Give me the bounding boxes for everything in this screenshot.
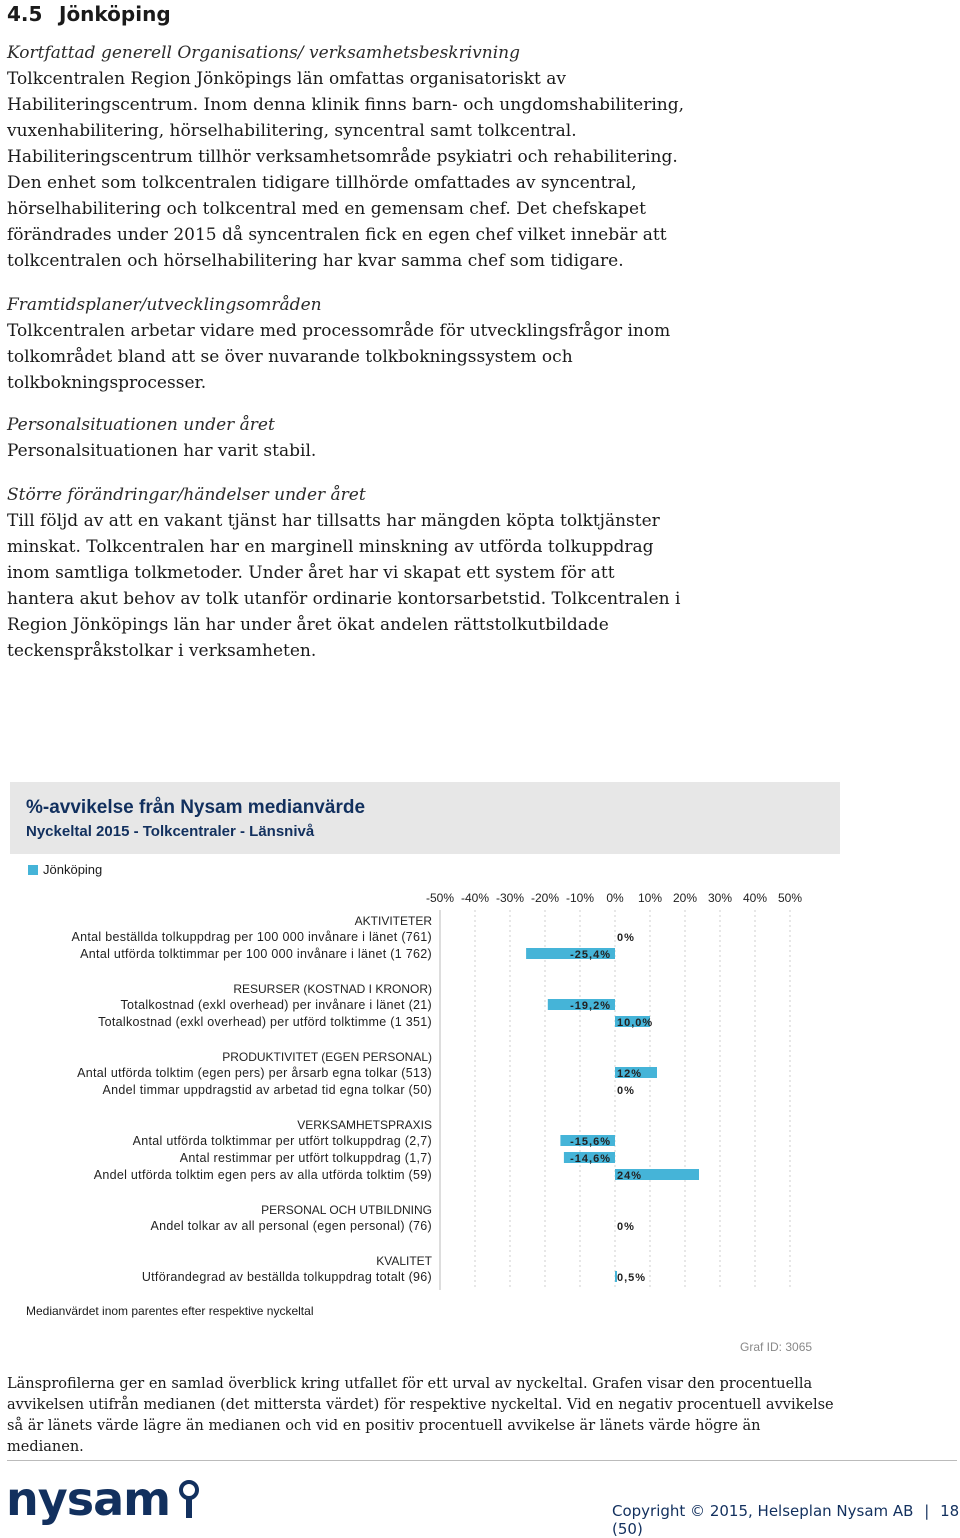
data-label: 0% xyxy=(617,1085,635,1097)
bar-chart xyxy=(0,880,960,1290)
chart-title: %-avvikelse från Nysam medianvärde xyxy=(26,797,366,818)
legend-swatch xyxy=(28,865,38,875)
page-number: 18 (50) xyxy=(612,1502,960,1538)
chart-header xyxy=(10,782,840,854)
row-label: Andel tolkar av all personal (egen personal) (76) xyxy=(150,1219,432,1233)
data-label: 10,0% xyxy=(617,1017,654,1029)
group-heading: PRODUKTIVITET (EGEN PERSONAL) xyxy=(222,1050,432,1064)
data-label: 0% xyxy=(617,1221,635,1233)
row-label: Antal utförda tolktimmar per 100 000 invånare i länet (1 762) xyxy=(80,947,432,961)
row-label: Utförandegrad av beställda tolkuppdrag totalt (96) xyxy=(141,1270,432,1284)
row-label: Antal utförda tolktim (egen pers) per årsarb egna tolkar (513) xyxy=(77,1066,432,1080)
x-tick-label: 0% xyxy=(606,891,624,905)
row-label: Antal utförda tolktimmar per utfört tolkuppdrag (2,7) xyxy=(132,1134,432,1148)
chart-subtitle: Nyckeltal 2015 - Tolkcentraler - Länsnivå xyxy=(26,823,315,840)
group-heading: VERKSAMHETSPRAXIS xyxy=(297,1118,432,1132)
legend-label: Jönköping xyxy=(43,862,103,877)
row-label: Totalkostnad (exkl overhead) per utförd tolktimme (1 351) xyxy=(98,1015,432,1029)
group-heading: RESURSER (KOSTNAD I KRONOR) xyxy=(233,982,432,996)
graph-id: Graf ID: 3065 xyxy=(740,1340,813,1354)
section-title: Jönköping xyxy=(59,2,171,26)
data-label: 24% xyxy=(617,1170,643,1182)
paragraph-organisation xyxy=(7,40,687,274)
chart-panel xyxy=(10,782,840,854)
row-label: Antal restimmar per utfört tolkuppdrag (1,7) xyxy=(179,1151,432,1165)
x-tick-label: 20% xyxy=(672,891,698,905)
data-label: -25,4% xyxy=(570,949,611,961)
chart-legend xyxy=(28,862,102,877)
subheading: Personalsituationen under året xyxy=(7,415,275,435)
row-label: Antal beställda tolkuppdrag per 100 000 invånare i länet (761) xyxy=(71,930,432,944)
row-label: Andel utförda tolktim egen pers av alla utförda tolktim (59) xyxy=(93,1168,432,1182)
x-tick-label: 10% xyxy=(637,891,663,905)
data-label: -15,6% xyxy=(570,1136,611,1148)
caption: Länsprofilerna ger en samlad överblick kring utfallet för ett urval av nyckeltal. Grafen visar den procentuella avvikelsen utifrån medianen (det mittersta värdet) för respektive nyckeltal. Vid en negativ procentuell avvikelse så är länets värde lägre än medianen och vid en positiv procentuell avvikelse är länets värde högre än medianen. xyxy=(7,1376,834,1455)
copyright-text: Copyright © 2015, Helseplan Nysam AB xyxy=(612,1502,914,1520)
subheading: Större förändringar/händelser under året xyxy=(7,485,366,505)
x-tick-label: -10% xyxy=(565,891,595,905)
group-heading: KVALITET xyxy=(376,1254,432,1268)
row-label: Andel timmar uppdragstid av arbetad tid egna tolkar (50) xyxy=(102,1083,432,1097)
data-label: -14,6% xyxy=(570,1153,611,1165)
data-label: 12% xyxy=(617,1068,643,1080)
x-tick-label: -40% xyxy=(460,891,490,905)
body-text: Tolkcentralen arbetar vidare med processområde för utvecklingsfrågor inom tolkområdet bland att se över nuvarande tolkbokningssystem och tolkbokningsprocesser. xyxy=(7,321,671,393)
data-label: 0,5% xyxy=(617,1272,647,1284)
body-text: Tolkcentralen Region Jönköpings län omfattas organisatoriskt av Habiliteringscentrum. Inom denna klinik finns barn- och ungdomshabilitering, vuxenhabilitering, hörselhabilitering, syncentral samt tolkcentral. Habiliteringscentrum tillhör verksamhetsområde psykiatri och rehabilitering. Den enhet som tolkcentralen tidigare tillhörde omfattades av syncentral, hörselhabilitering och tolkcentral med en gemensam chef. Det chefskapet förändrades under 2015 då syncentralen fick en egen chef vilket innebär att tolkcentralen och hörselhabilitering har kvar samma chef som tidigare. xyxy=(7,69,685,271)
paragraph-personal xyxy=(7,412,687,464)
subheading: Framtidsplaner/utvecklingsområden xyxy=(7,295,322,315)
paragraph-forandringar xyxy=(7,482,687,664)
paragraph-framtidsplaner xyxy=(7,292,687,396)
body-text: Personalsituationen har varit stabil. xyxy=(7,441,317,461)
x-tick-label: -50% xyxy=(425,891,455,905)
x-tick-label: 50% xyxy=(777,891,803,905)
section-heading xyxy=(7,2,171,26)
x-tick-label: 40% xyxy=(742,891,768,905)
x-tick-label: -30% xyxy=(495,891,525,905)
x-tick-label: -20% xyxy=(530,891,560,905)
data-label: -19,2% xyxy=(570,1000,611,1012)
group-heading: PERSONAL OCH UTBILDNING xyxy=(261,1203,432,1217)
group-heading: AKTIVITETER xyxy=(354,914,432,928)
keyhole-icon xyxy=(178,1480,200,1520)
chart-footnote: Medianvärdet inom parentes efter respektive nyckeltal xyxy=(26,1304,314,1318)
nysam-logo: nysam xyxy=(6,1472,171,1526)
footer-divider xyxy=(7,1460,957,1461)
subheading: Kortfattad generell Organisations/ verksamhetsbeskrivning xyxy=(7,43,520,63)
section-number: 4.5 xyxy=(7,2,43,26)
row-label: Totalkostnad (exkl overhead) per invånare i länet (21) xyxy=(120,998,432,1012)
x-tick-label: 30% xyxy=(707,891,733,905)
body-text: Till följd av att en vakant tjänst har tillsatts har mängden köpta tolktjänster minskat. Tolkcentralen har en marginell minskning av utförda tolkuppdrag inom samtliga tolkmetoder. Under året har vi skapat ett system för att hantera akut behov av tolk utanför ordinarie kontorsarbetstid. Tolkcentralen i Region Jönköpings län har under året ökat andelen rättstolkutbildade teckenspråkstolkar i verksamheten. xyxy=(7,511,681,661)
data-label: 0% xyxy=(617,932,635,944)
footer-copyright: Copyright © 2015, Helseplan Nysam AB | 18 (50) xyxy=(612,1502,960,1538)
